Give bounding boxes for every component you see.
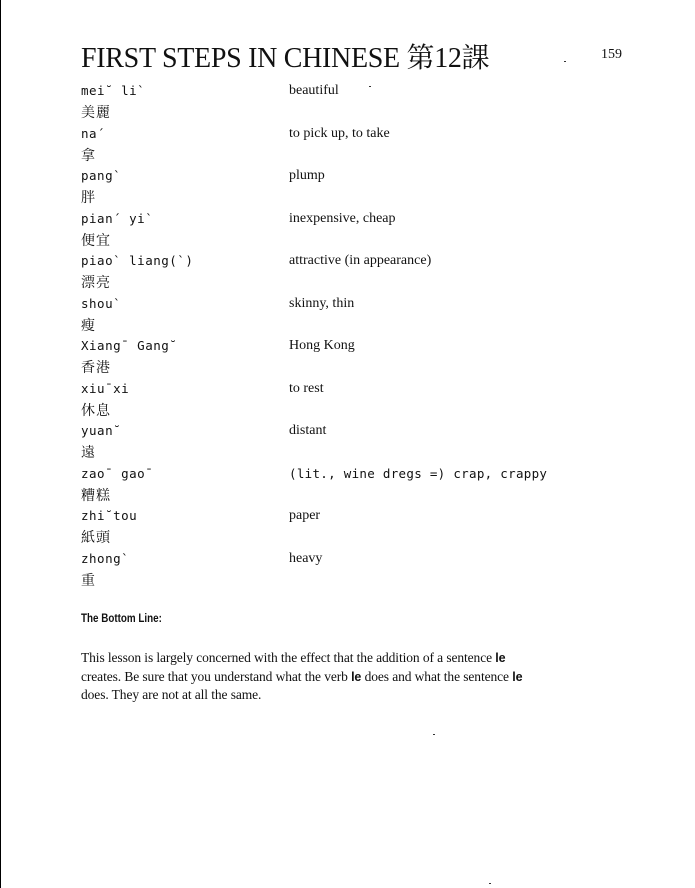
keyword-le: le bbox=[351, 669, 362, 684]
hanzi-text: 重 bbox=[81, 572, 96, 589]
english-meaning: (lit., wine dregs =) crap, crappy bbox=[289, 465, 548, 481]
pinyin-text: zhi˘tou bbox=[81, 508, 138, 523]
hanzi-text: 瘦 bbox=[81, 317, 96, 334]
hanzi-text: 紙頭 bbox=[81, 530, 111, 546]
scan-speck bbox=[489, 883, 491, 884]
paragraph-line-1 bbox=[81, 649, 626, 668]
hanzi-text: 拿 bbox=[81, 147, 96, 164]
page-header bbox=[81, 36, 626, 72]
hanzi-text: 香港 bbox=[81, 360, 111, 376]
scan-speck bbox=[564, 61, 566, 62]
pinyin-text: na´ bbox=[81, 125, 106, 141]
hanzi-text: 便宜 bbox=[81, 232, 111, 249]
scan-speck bbox=[433, 734, 435, 735]
vocabulary-list bbox=[81, 81, 641, 591]
pinyin-text: zao¯ gao¯ bbox=[81, 465, 154, 481]
vocab-entry bbox=[81, 506, 641, 549]
vocab-entry bbox=[81, 294, 641, 337]
scan-speck bbox=[369, 86, 371, 87]
hanzi-text: 美麗 bbox=[81, 105, 111, 121]
pinyin-text: mei˘ li` bbox=[81, 83, 146, 98]
vocab-entry bbox=[81, 251, 641, 294]
vocab-entry bbox=[81, 421, 641, 464]
hanzi-text: 遠 bbox=[81, 445, 96, 461]
vocab-entry bbox=[81, 81, 641, 124]
vocab-entry bbox=[81, 124, 641, 167]
paragraph-line-3: does. They are not at all the same. bbox=[81, 687, 262, 702]
chapter-title: FIRST STEPS IN CHINESE 第12課 bbox=[81, 43, 490, 74]
english-meaning: plump bbox=[289, 168, 325, 183]
hanzi-text: 糟糕 bbox=[81, 487, 111, 504]
english-meaning: skinny, thin bbox=[289, 295, 355, 311]
pinyin-text: zhong` bbox=[81, 550, 130, 566]
english-meaning: Hong Kong bbox=[289, 338, 355, 353]
pinyin-text: Xiang¯ Gang˘ bbox=[81, 338, 178, 353]
pinyin-text: shou` bbox=[81, 295, 122, 311]
english-meaning: beautiful bbox=[289, 83, 339, 98]
english-meaning: heavy bbox=[289, 550, 323, 566]
summary-paragraph bbox=[81, 649, 626, 704]
page-number: 159 bbox=[601, 47, 622, 62]
english-meaning: to pick up, to take bbox=[289, 125, 390, 141]
english-meaning: distant bbox=[289, 423, 327, 438]
vocab-entry bbox=[81, 379, 641, 422]
english-meaning: inexpensive, cheap bbox=[289, 210, 396, 226]
hanzi-text: 胖 bbox=[81, 190, 96, 206]
paragraph-text: does and what the sentence bbox=[361, 668, 513, 684]
paragraph-line-2 bbox=[81, 668, 626, 687]
vocab-entry bbox=[81, 464, 641, 507]
keyword-le: le bbox=[495, 651, 506, 665]
hanzi-text: 漂亮 bbox=[81, 275, 111, 291]
vocab-entry bbox=[81, 209, 641, 252]
paragraph-text: creates. Be sure that you understand what the verb bbox=[81, 668, 352, 684]
pinyin-text: xiu¯xi bbox=[81, 380, 130, 396]
pinyin-text: yuan˘ bbox=[81, 423, 122, 438]
vocab-entry bbox=[81, 336, 641, 379]
hanzi-text: 休息 bbox=[81, 402, 111, 419]
section-heading: The Bottom Line: bbox=[81, 611, 162, 625]
vocab-entry bbox=[81, 549, 641, 592]
pinyin-text: pang` bbox=[81, 168, 122, 183]
english-meaning: attractive (in appearance) bbox=[289, 253, 432, 268]
pinyin-text: piao` liang(`) bbox=[81, 253, 194, 268]
keyword-le: le bbox=[512, 669, 523, 684]
english-meaning: paper bbox=[289, 508, 321, 523]
paragraph-text: This lesson is largely concerned with the effect that the addition of a sentence bbox=[81, 650, 496, 665]
english-meaning: to rest bbox=[289, 380, 324, 396]
pinyin-text: pian´ yi` bbox=[81, 210, 154, 226]
vocab-entry bbox=[81, 166, 641, 209]
